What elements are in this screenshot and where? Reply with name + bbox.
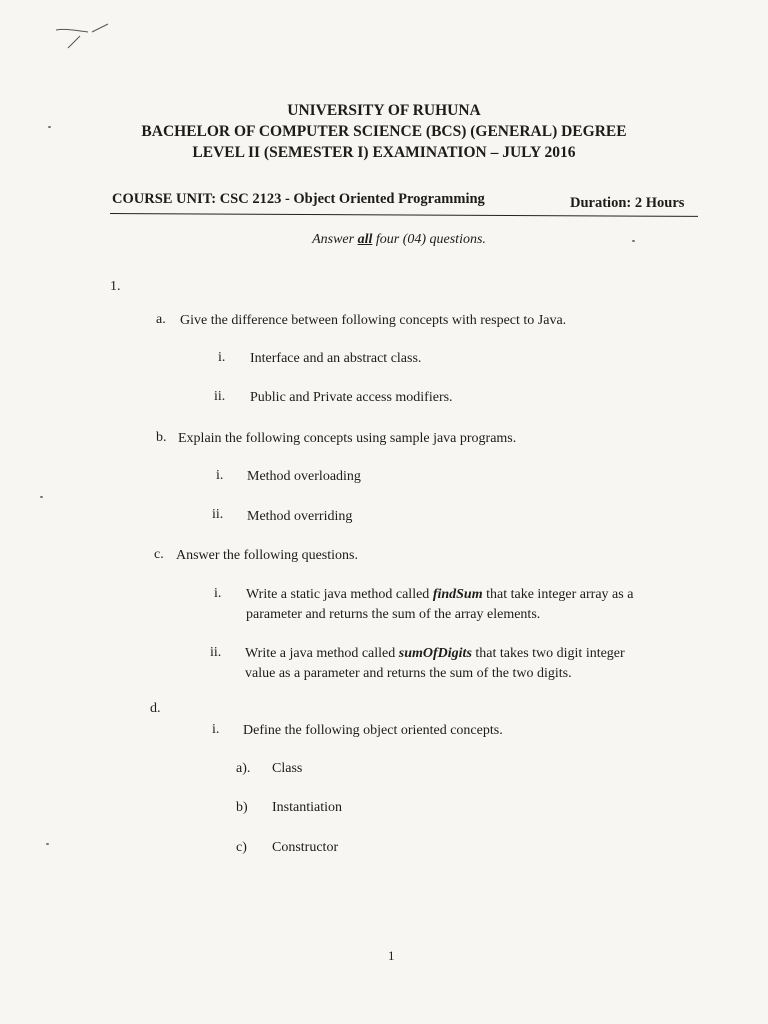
part-a-item-text: Public and Private access modifiers. [250,390,453,405]
page-number: 1 [388,948,395,963]
text-run: that takes two digit integer [471,646,625,661]
part-d-item-marker: i. [212,722,220,737]
part-d-subitem-marker: c) [236,840,247,855]
part-d-marker: d. [150,701,161,716]
instruction [0,232,768,248]
question-number: 1. [110,279,121,294]
part-a-text: Give the difference between following concepts with respect to Java. [180,313,567,328]
text-run: that take integer array as a [482,587,634,602]
part-b-marker: b. [156,430,167,445]
method-name: findSum [432,587,483,602]
text-run: Write a static java method called [246,587,433,602]
part-c-item-line2: parameter and returns the sum of the array elements. [246,607,541,622]
part-a-item-marker: ii. [214,389,226,404]
part-c-item-marker: i. [214,586,222,601]
part-a-item-text: Interface and an abstract class. [250,351,422,366]
duration: Duration: 2 Hours [570,195,685,211]
instruction-after: four (04) questions. [372,232,486,247]
part-d-item-text: Define the following object oriented concepts. [243,723,503,738]
degree-title: BACHELOR OF COMPUTER SCIENCE (BCS) (GENERAL) DEGREE [141,123,627,140]
part-c-item-line1 [246,587,633,603]
part-a-item-marker: i. [218,350,226,365]
scan-speck [40,496,43,498]
part-c-item-line2: value as a parameter and returns the sum of the two digits. [245,666,572,681]
header-divider [110,213,698,217]
part-d-subitem-text: Constructor [272,840,339,855]
university-name: UNIVERSITY OF RUHUNA [287,102,481,119]
text-run: Write a java method called [245,646,399,661]
part-b-item-marker: i. [216,468,224,483]
part-d-subitem-marker: b) [236,800,248,815]
part-b-item-marker: ii. [212,507,224,522]
part-c-marker: c. [154,547,164,562]
part-d-subitem-marker: a). [236,761,251,776]
part-c-item-line1 [245,646,625,662]
part-c-text: Answer the following questions. [176,548,358,563]
part-a-marker: a. [156,312,166,327]
part-b-item-text: Method overloading [247,469,361,484]
scan-speck [46,843,49,845]
method-name: sumOfDigits [398,646,472,661]
part-b-text: Explain the following concepts using sample java programs. [178,431,517,446]
course-unit: COURSE UNIT: CSC 2123 - Object Oriented Programming [112,191,485,207]
part-d-subitem-text: Class [272,761,303,776]
part-d-subitem-text: Instantiation [272,800,342,815]
instruction-before: Answer [312,232,358,247]
pen-scribble-mark [52,18,122,58]
part-b-item-text: Method overriding [247,509,353,524]
part-c-item-marker: ii. [210,645,222,660]
instruction-emphasis: all [357,232,373,247]
exam-title: LEVEL II (SEMESTER I) EXAMINATION – JULY 2016 [192,144,576,161]
